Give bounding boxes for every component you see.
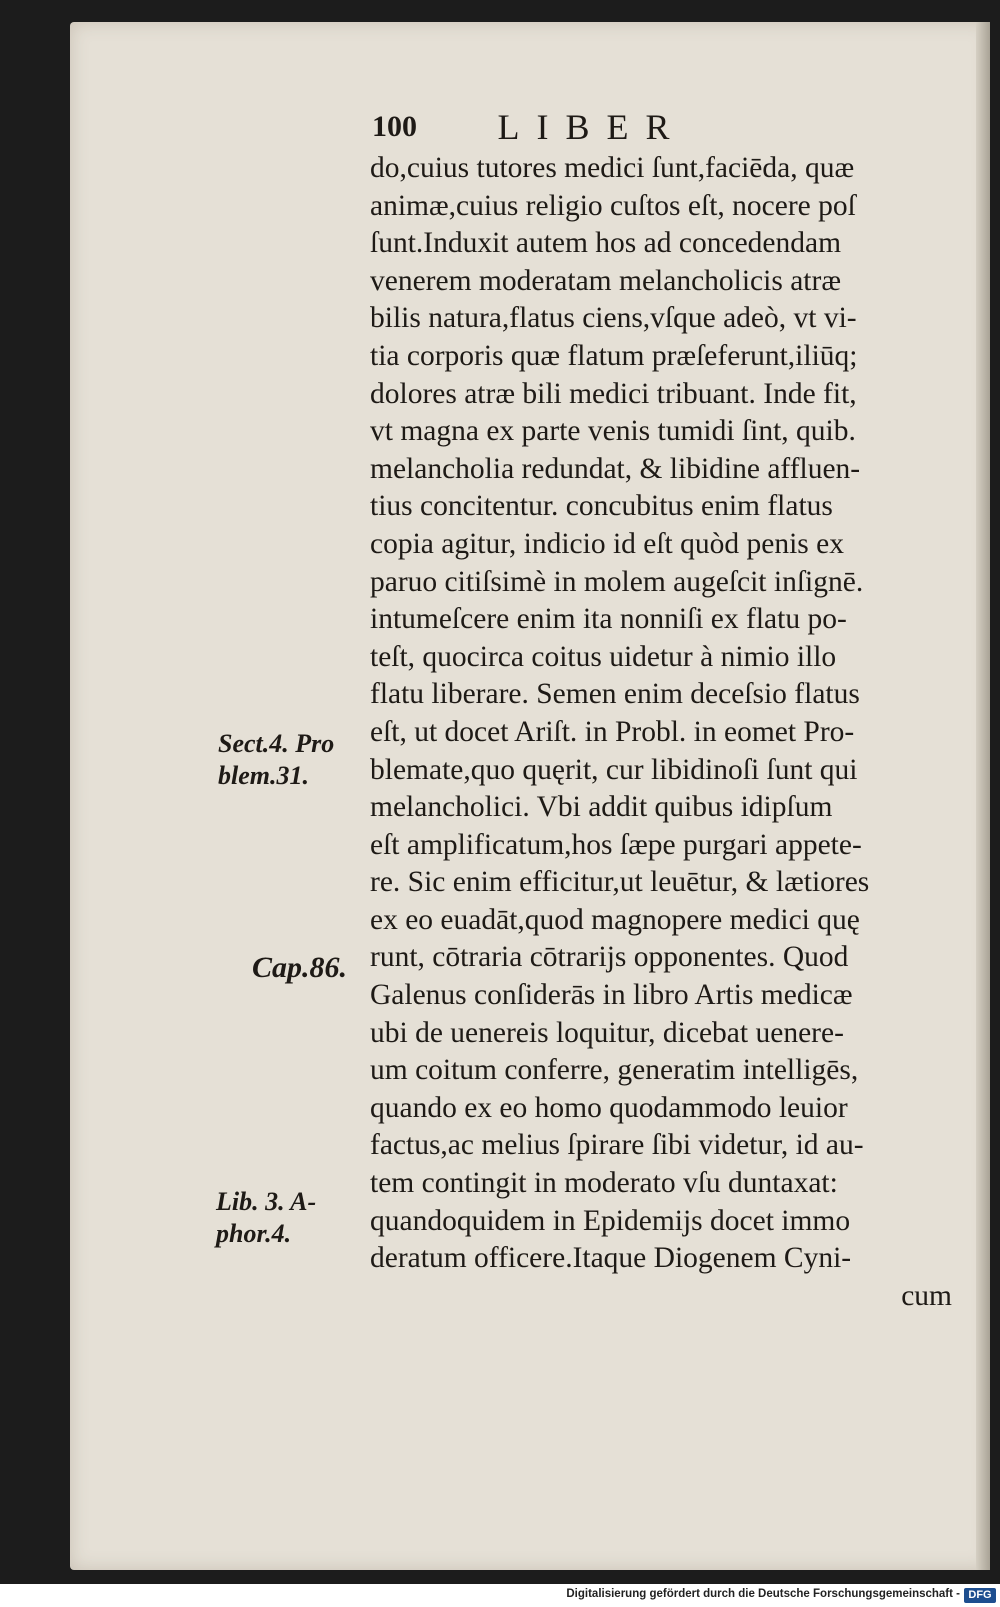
page-header [372, 106, 812, 146]
margin-note-chapter-reference [252, 952, 347, 984]
margin-note-line: Cap.86. [252, 951, 348, 984]
funding-credit: Digitalisierung gefördert durch die Deutsche Forschungsgemeinschaft - [566, 1588, 960, 1600]
margin-note-line: blem.31. [218, 761, 309, 790]
page-edge [976, 22, 990, 1570]
text-line: do,cuius tutores medici ſunt,faciēda, quæ [370, 152, 855, 184]
text-line: melancholia redundat, & libidine affluen- [370, 452, 861, 485]
margin-note-problem-reference [218, 728, 334, 792]
text-line: tem contingit in moderato vſu duntaxat: [370, 1167, 838, 1200]
page-number: 100 [372, 110, 417, 143]
text-line: tia corporis quæ flatum præſeferunt,iliūq; [370, 339, 858, 372]
text-line: ex eo euadāt,quod magnopere medici quę [370, 903, 860, 936]
text-line: copia agitur, indicio id eſt quòd penis ex [370, 527, 844, 560]
text-line: quandoquidem in Epidemijs docet immo [370, 1204, 851, 1237]
text-line: dolores atræ bili medici tribuant. Inde fit, [370, 377, 857, 410]
margin-note-line: Lib. 3. A- [216, 1187, 317, 1216]
text-line: eſt amplificatum,hos ſæpe purgari appete- [370, 828, 862, 861]
text-line: re. Sic enim efficitur,ut leuētur, & lætiores [370, 866, 870, 899]
main-text-block [370, 150, 978, 1315]
margin-note-aphorism-reference [216, 1186, 316, 1250]
text-line: paruo citiſsimè in molem augeſcit inſignē. [370, 565, 864, 598]
text-line: eſt, ut docet Ariſt. in Probl. in eomet Pro- [370, 715, 855, 748]
text-line: ubi de uenereis loquitur, dicebat uenere- [370, 1016, 844, 1049]
text-line: teſt, quocirca coitus uidetur à nimio illo [370, 640, 837, 673]
text-line: runt, cōtraria cōtrarijs opponentes. Quod [370, 941, 849, 974]
text-line: um coitum conferre, generatim intelligēs, [370, 1054, 859, 1087]
text-line: flatu liberare. Semen enim deceſsio flatus [370, 678, 860, 711]
text-line: melancholici. Vbi addit quibus idipſum [370, 791, 833, 824]
text-line: tius concitentur. concubitus enim flatus [370, 490, 833, 523]
margin-note-line: phor.4. [216, 1219, 292, 1248]
text-line: quando ex eo homo quodammodo leuior [370, 1091, 848, 1124]
text-line: vt magna ex parte venis tumidi ſint, quib. [370, 415, 856, 448]
footer-bar [0, 1584, 1000, 1607]
text-line: intumeſcere enim ita nonniſi ex flatu po- [370, 603, 847, 636]
text-line: Galenus conſiderās in libro Artis medicæ [370, 979, 853, 1012]
dfg-logo-icon: DFG [964, 1588, 996, 1603]
text-line: deratum officere.Itaque Diogenem Cyni- [370, 1242, 852, 1275]
text-line: factus,ac melius ſpirare ſibi videtur, id au- [370, 1129, 864, 1162]
text-line: animæ,cuius religio cuſtos eſt, nocere poſ [370, 189, 856, 222]
text-line: ſunt.Induxit autem hos ad concedendam [370, 227, 842, 260]
text-line: bilis natura,flatus ciens,vſque adeò, vt vi- [370, 302, 857, 335]
running-head: LIBER [497, 107, 687, 147]
text-line: venerem moderatam melancholicis atræ [370, 264, 841, 297]
catchword: cum [901, 1279, 952, 1312]
margin-note-line: Sect.4. Pro [218, 729, 335, 758]
text-line: blemate,quo quęrit, cur libidinoſi ſunt qui [370, 753, 858, 786]
